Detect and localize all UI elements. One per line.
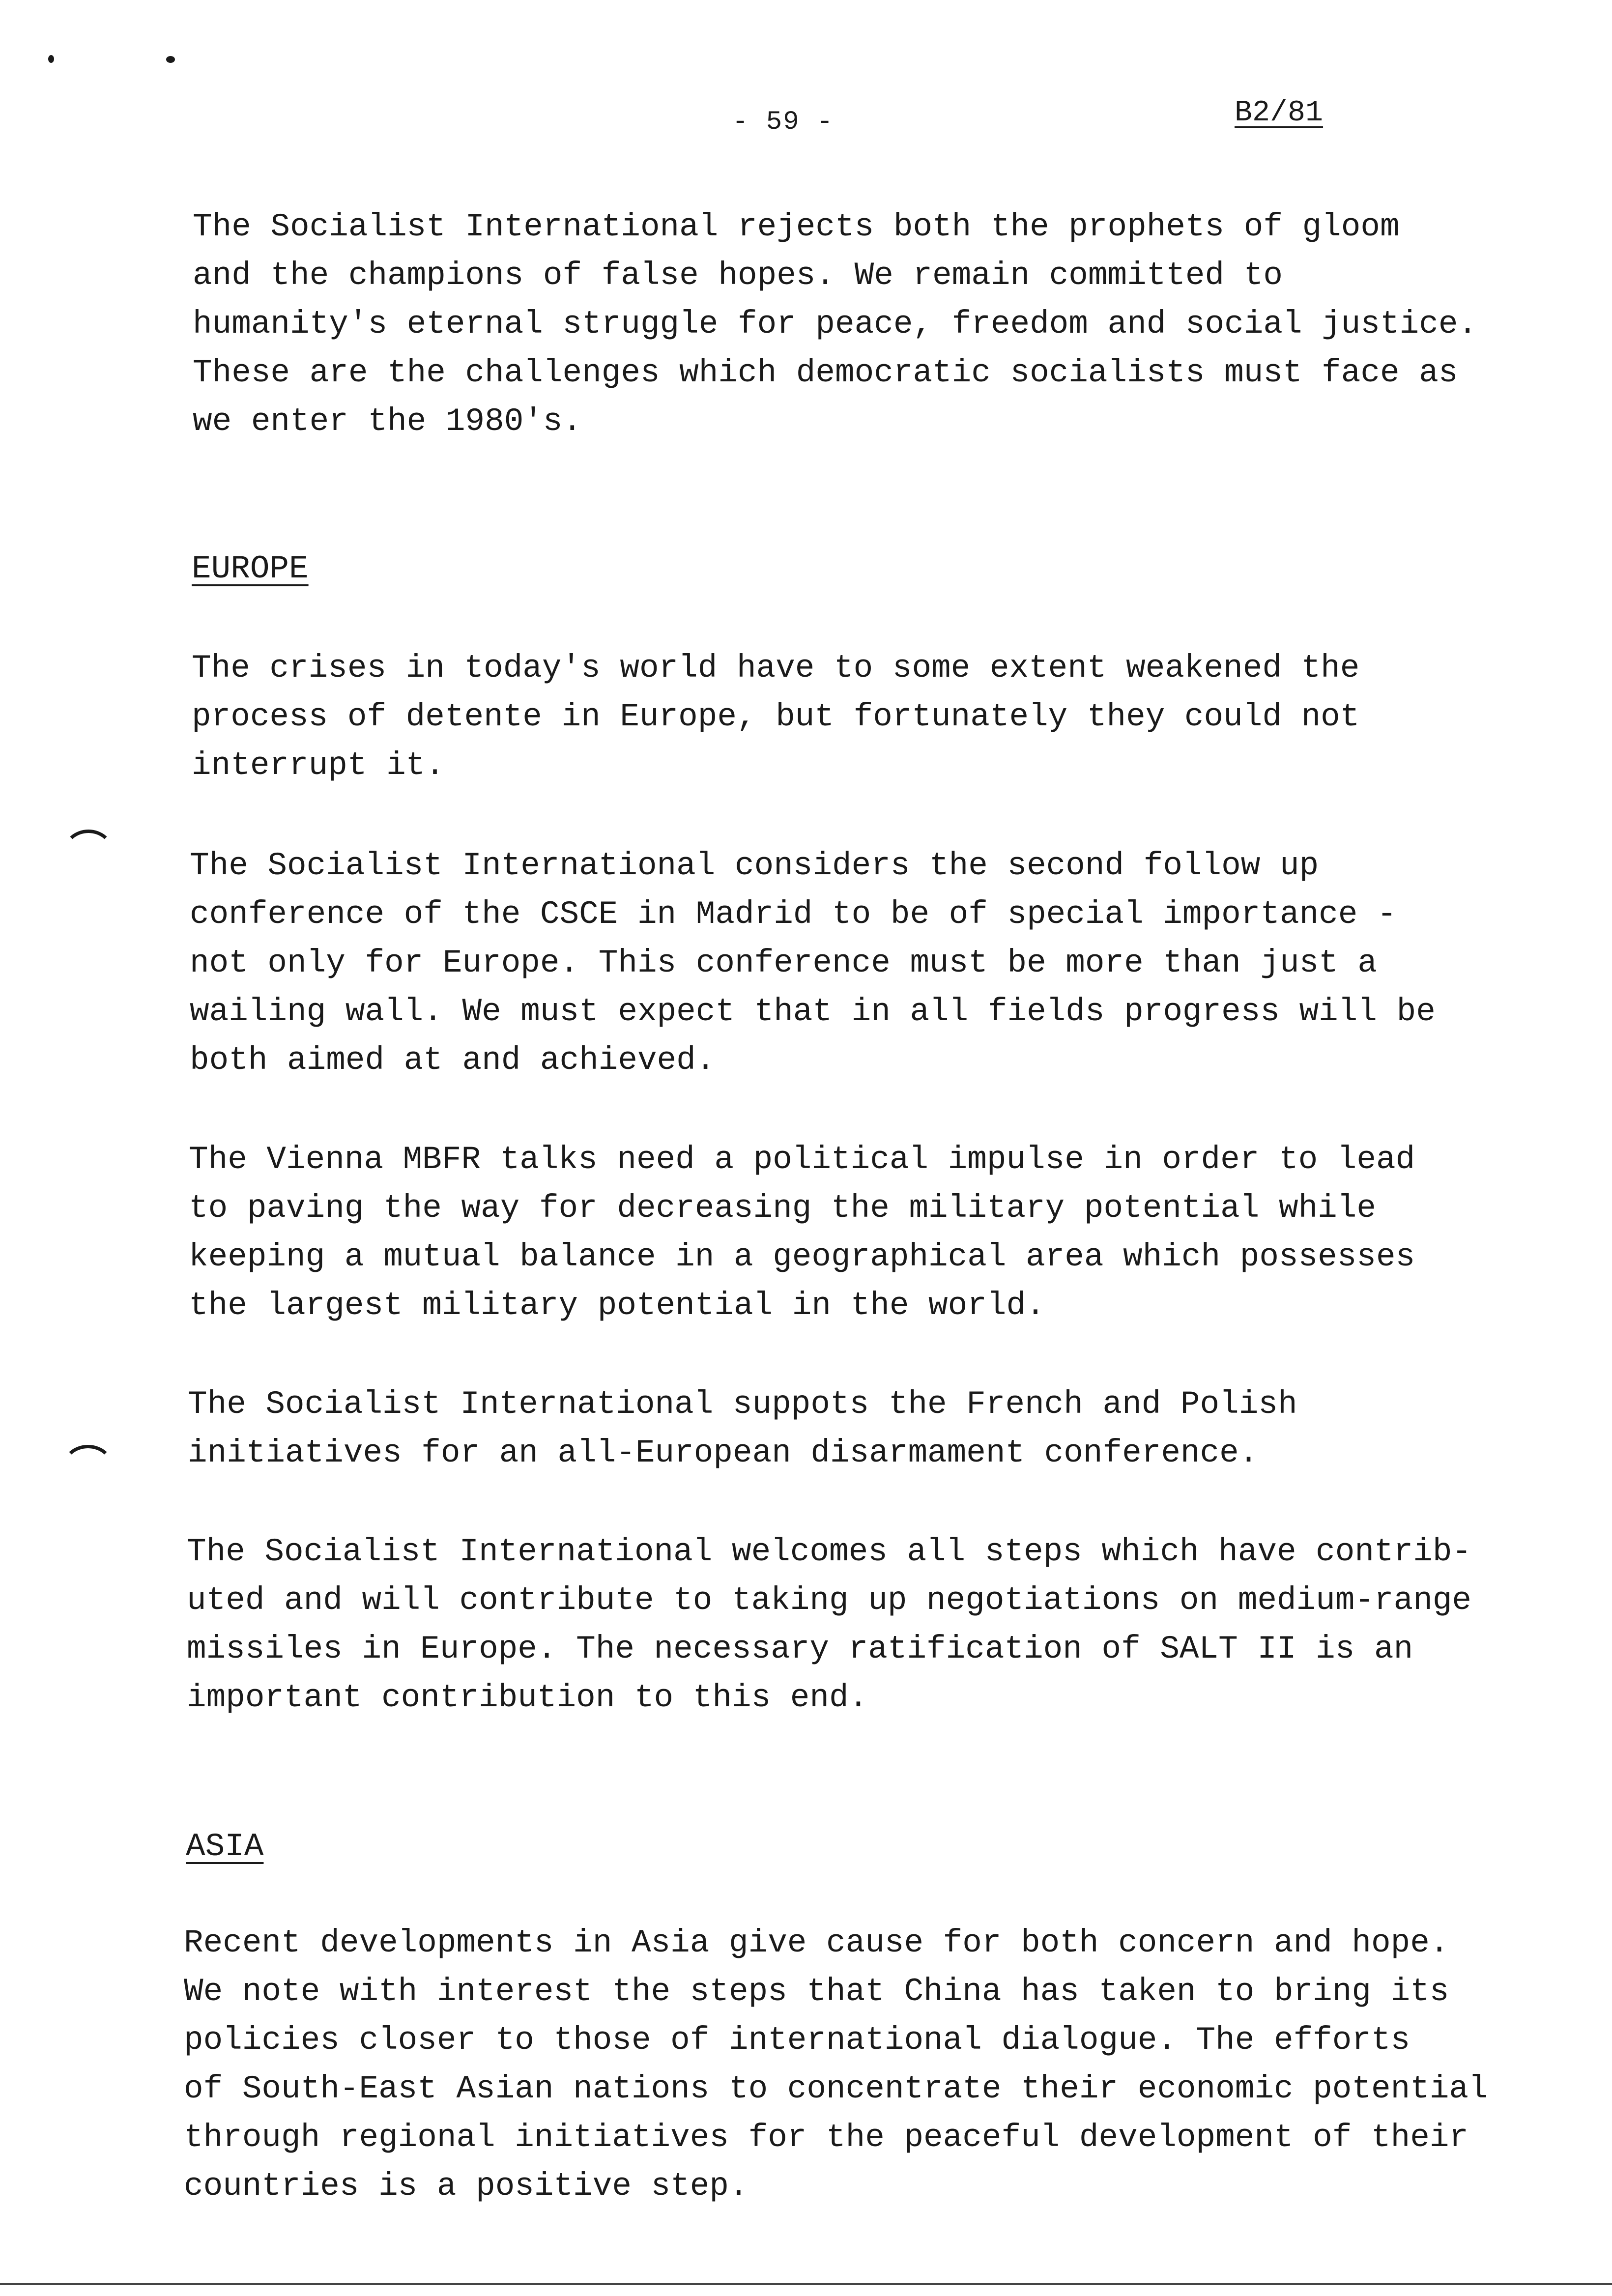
document-code: B2/81 — [1235, 96, 1324, 130]
paragraph-mbfr-talks: The Vienna MBFR talks need a political impulse in order to lead to paving the way for decreasing the military potential while keeping a mutual balance in a geographical area which possesses the largest military potential in the world. — [189, 1141, 1415, 1324]
page-number: - 59 - — [732, 107, 834, 137]
scan-speck — [166, 56, 175, 63]
bottom-scan-edge — [0, 2283, 1612, 2285]
paragraph-disarmament-conference: The Socialist International suppots the French and Polish initiatives for an all-European disarmament conference. — [188, 1386, 1297, 1471]
paragraph-medium-range-missiles: The Socialist International welcomes all steps which have contrib- uted and will contribute to taking up negotiations on medium-range missiles in Europe. The necessary ratification of SALT II is an important contribution to this end. — [187, 1533, 1472, 1716]
binder-hole-mark — [63, 830, 114, 876]
paragraph-asia-developments: Recent developments in Asia give cause for both concern and hope. We note with interest the steps that China has taken to bring its policies closer to those of international dialogue. The efforts of South-East Asian nations to concentrate their economic potential through regional initiatives for the peaceful development of their countries is a positive step. — [184, 1924, 1488, 2205]
scan-speck — [48, 55, 54, 63]
paragraph-csce-madrid: The Socialist International considers the second follow up conference of the CSCE in Madrid to be of special importance - not only for Europe. This conference must be more than just a wailing wall. We must expect that in all fields progress will be both aimed at and achieved. — [190, 847, 1436, 1079]
section-heading-europe: EUROPE — [192, 550, 309, 587]
paragraph-intro: The Socialist International rejects both the prophets of gloom and the champions of false hopes. We remain committed to humanity's eternal struggle for peace, freedom and social justice. These are the challenges which democratic socialists must face as we enter the 1980's. — [193, 208, 1478, 440]
paragraph-europe-detente: The crises in today's world have to some extent weakened the process of detente in Europe, but fortunately they could not interrupt it. — [192, 650, 1360, 784]
section-heading-asia: ASIA — [186, 1828, 264, 1865]
binder-hole-mark — [62, 1445, 114, 1491]
